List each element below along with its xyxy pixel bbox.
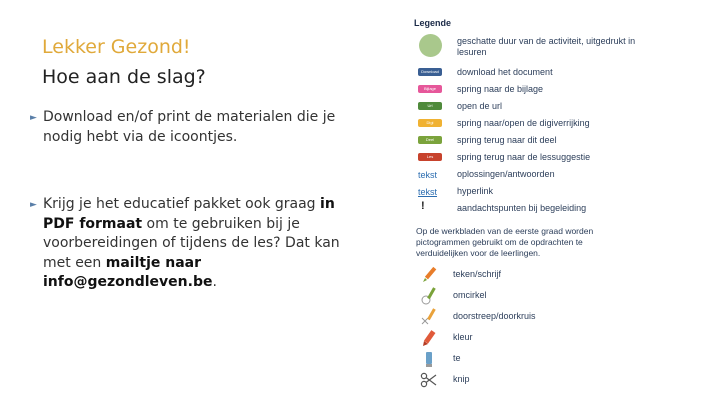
legend-row-label: spring terug naar de lessuggestie	[457, 152, 591, 162]
bullet-pdf	[30, 195, 360, 293]
legend-panel	[414, 18, 714, 391]
tool-color-label: kleur	[453, 332, 473, 342]
legend-row-label: spring terug naar dit deel	[457, 135, 557, 145]
legend-row-label: spring naar de bijlage	[457, 84, 544, 94]
legend-pill-icon: Url	[418, 102, 442, 110]
legend-row	[414, 115, 714, 132]
tool-cut-label: knip	[453, 374, 470, 384]
tool-glue-label: te	[453, 353, 461, 363]
bullet-download-text: Download en/of print de materialen die je nodig hebt via de icoontjes.	[43, 109, 336, 145]
legend-hyperlink-symbol: tekst	[418, 187, 438, 197]
legend-row-duration	[414, 34, 714, 64]
tool-cross-label: doorstreep/doorkruis	[453, 311, 536, 321]
cross-pencil-icon	[420, 308, 438, 326]
tool-row-glue	[414, 349, 714, 370]
legend-attention-label: aandachtspunten bij begeleiding	[457, 203, 587, 213]
slide-title: Lekker Gezond!	[42, 36, 191, 58]
exclamation-icon: !	[421, 200, 425, 212]
circle-pencil-icon	[420, 287, 438, 305]
tool-row-color	[414, 328, 714, 349]
bullet-arrow-icon: ►	[30, 200, 37, 210]
legend-pill-icon: Digi	[418, 119, 442, 127]
legend-hyperlink-label: hyperlink	[457, 186, 494, 196]
email-link[interactable]: mailtje naar info@gezondleven.be	[43, 254, 213, 290]
legend-row-solutions	[414, 166, 714, 183]
legend-row-label: open de url	[457, 101, 503, 111]
tool-row-cut	[414, 370, 714, 391]
tool-draw-label: teken/schrijf	[453, 269, 502, 279]
duration-circle-icon	[419, 34, 442, 57]
legend-solutions-label: oplossingen/antwoorden	[457, 169, 555, 179]
bullet-pdf-text-after: .	[212, 274, 217, 290]
legend-row	[414, 132, 714, 149]
legend-pill-icon: Deel	[418, 136, 442, 144]
legend-title: Legende	[414, 18, 452, 28]
tool-row-circle	[414, 286, 714, 307]
legend-row-attention	[414, 200, 714, 217]
legend-pill-icon: Les	[418, 153, 442, 161]
legend-row	[414, 64, 714, 81]
pencil-icon	[420, 266, 438, 284]
bullet-arrow-icon: ►	[30, 113, 37, 123]
pictogram-intro: Op de werkbladen van de eerste graad worden pictogrammen gebruikt om de opdrachten te verduidelijken voor de leerlingen.	[416, 226, 594, 258]
legend-row	[414, 81, 714, 98]
bullet-pdf-bold: in PDF formaat	[43, 196, 335, 232]
bullet-download	[30, 108, 360, 147]
scissors-icon	[420, 371, 438, 389]
legend-duration-label: geschatte duur van de activiteit, uitgedrukt in lesuren	[457, 36, 636, 57]
legend-row-hyperlink	[414, 183, 714, 200]
slide-subtitle: Hoe aan de slag?	[42, 66, 206, 88]
legend-row	[414, 98, 714, 115]
instruction-list	[30, 108, 360, 293]
bullet-pdf-text-middle: om te gebruiken bij je voorbereidingen of tijdens de les? Dat kan met een	[43, 215, 340, 271]
legend-solutions-symbol: tekst	[418, 170, 438, 180]
glue-icon	[420, 350, 438, 368]
legend-row	[414, 149, 714, 166]
legend-row-label: download het document	[457, 67, 553, 77]
bullet-pdf-text-before: Krijg je het educatief pakket ook graag	[43, 196, 321, 212]
tool-row-cross	[414, 307, 714, 328]
legend-row-label: spring naar/open de digiverrijking	[457, 118, 590, 128]
legend-pill-icon: Download	[418, 68, 442, 76]
crayon-icon	[420, 329, 438, 347]
legend-pill-icon: Bijlage	[418, 85, 442, 93]
tool-row-draw	[414, 265, 714, 286]
tool-circle-label: omcirkel	[453, 290, 487, 300]
